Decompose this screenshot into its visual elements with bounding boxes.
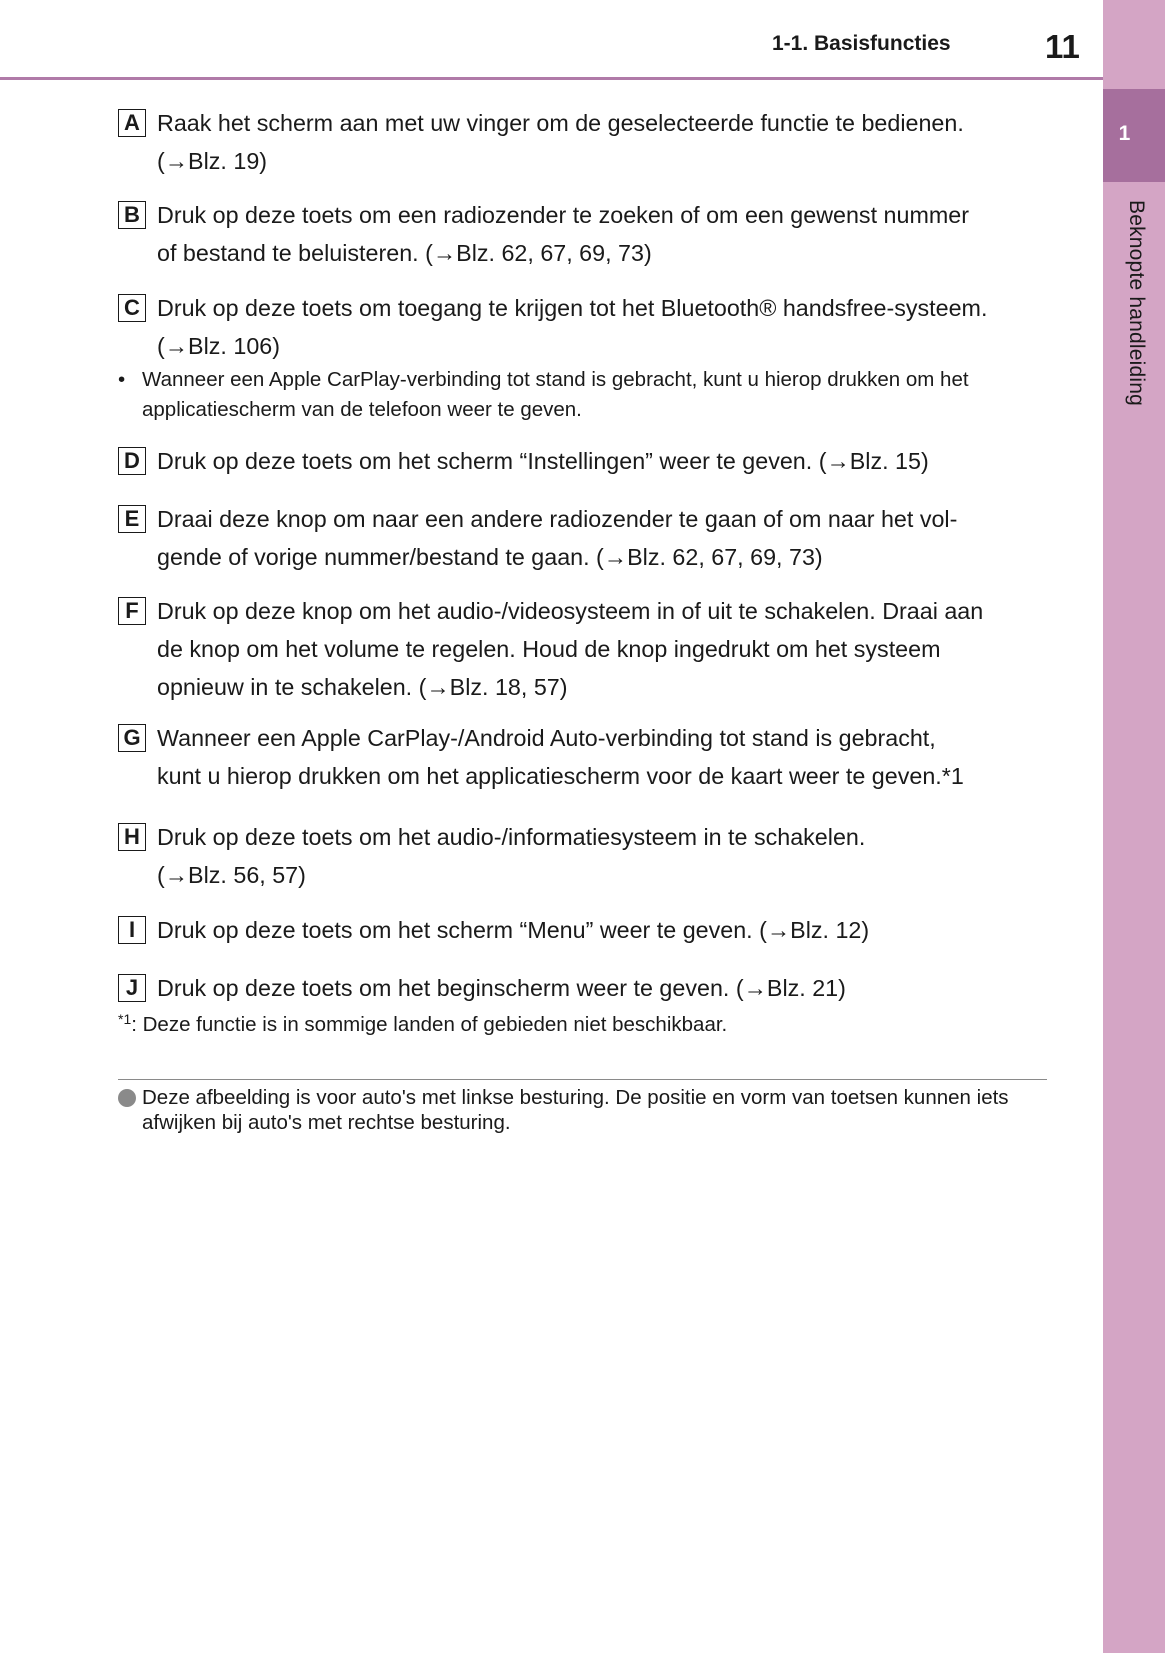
item-text: Druk op deze knop om het audio-/videosysteem in of uit te schakelen. Draai aan de knop om het volume te regelen. Houd de knop ingedrukt om het systeem opnieuw in te schakelen. (→Blz. 18, 57) xyxy=(157,598,984,700)
list-item-h xyxy=(118,818,1048,894)
list-item-c xyxy=(118,289,1048,365)
key-label: D xyxy=(118,447,146,475)
key-label: A xyxy=(118,109,146,137)
item-text: Druk op deze toets om het scherm “Menu” weer te geven. (→Blz. 12) xyxy=(157,917,870,943)
key-label: J xyxy=(118,974,146,1002)
item-text: Druk op deze toets om het scherm “Instellingen” weer te geven. (→Blz. 15) xyxy=(157,448,929,474)
item-text: Druk op deze toets om toegang te krijgen tot het Bluetooth® handsfree-systeem. (→Blz. 106) xyxy=(157,295,988,359)
bullet-note-text: Wanneer een Apple CarPlay-verbinding tot stand is gebracht, kunt u hierop drukken om het applicatiescherm van de telefoon weer te geven. xyxy=(142,368,969,421)
list-item-a xyxy=(118,104,1048,180)
bullet-note xyxy=(118,365,1048,425)
chapter-tab-number: 1 xyxy=(1118,122,1131,145)
section-title: 1-1. Basisfuncties xyxy=(772,32,951,55)
key-label: I xyxy=(118,916,146,944)
list-item-i xyxy=(118,911,1048,949)
info-note xyxy=(118,1085,1048,1135)
item-text: Druk op deze toets om een radiozender te zoeken of om een gewenst nummer of bestand te beluisteren. (→Blz. 62, 67, 69, 73) xyxy=(157,202,969,266)
key-label: G xyxy=(118,724,146,752)
header-divider xyxy=(0,77,1103,80)
footnote xyxy=(118,1013,727,1037)
list-item-d xyxy=(118,442,1048,480)
footnote-marker: *1 xyxy=(118,1011,132,1027)
key-label: E xyxy=(118,505,146,533)
list-item-g xyxy=(118,719,1048,795)
key-label: B xyxy=(118,201,146,229)
item-text: Druk op deze toets om het audio-/informatiesysteem in te schakelen. (→Blz. 56, 57) xyxy=(157,824,866,888)
item-text: Raak het scherm aan met uw vinger om de geselecteerde functie te bedienen. (→Blz. 19) xyxy=(157,110,964,174)
key-label: F xyxy=(118,597,146,625)
key-label: C xyxy=(118,294,146,322)
key-label: H xyxy=(118,823,146,851)
note-bullet-icon xyxy=(118,1089,136,1107)
item-text: Draai deze knop om naar een andere radiozender te gaan of om naar het vol- gende of vorige nummer/bestand te gaan. (→Blz. 62, 67, 69, 73) xyxy=(157,506,958,570)
list-item-b xyxy=(118,196,1048,272)
item-text: Druk op deze toets om het beginscherm weer te geven. (→Blz. 21) xyxy=(157,975,846,1001)
chapter-tab-label: Beknopte handleiding xyxy=(1125,200,1148,407)
list-item-j xyxy=(118,969,1048,1007)
info-note-text: Deze afbeelding is voor auto's met linkse besturing. De positie en vorm van toetsen kunnen iets afwijken bij auto's met rechtse besturing. xyxy=(142,1086,1009,1134)
list-item-e xyxy=(118,500,1048,576)
bullet-dot: • xyxy=(118,368,126,391)
note-divider xyxy=(118,1079,1047,1080)
footnote-text: : Deze functie is in sommige landen of gebieden niet beschikbaar. xyxy=(131,1013,728,1036)
page-number: 11 xyxy=(1045,28,1080,65)
list-item-f xyxy=(118,592,1048,706)
item-text: Wanneer een Apple CarPlay-/Android Auto-verbinding tot stand is gebracht, kunt u hierop drukken om het applicatiescherm voor de kaart weer te geven.*1 xyxy=(157,725,964,789)
